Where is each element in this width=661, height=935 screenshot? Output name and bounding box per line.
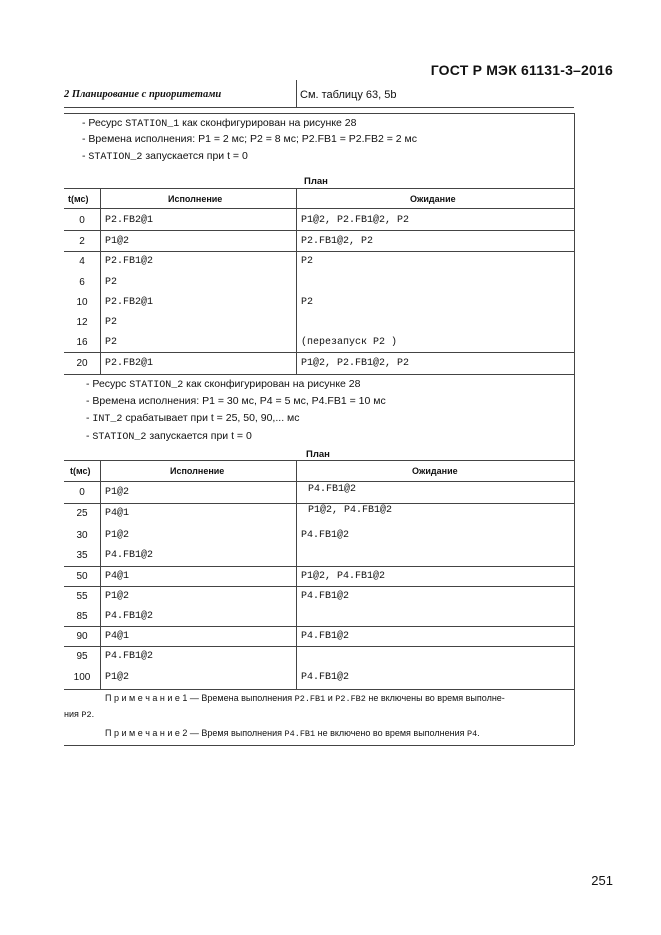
table1-rule-top	[64, 188, 574, 189]
row-time: 55	[76, 591, 88, 602]
table2-row-rule	[64, 646, 574, 647]
bullet-1-1: - Ресурс STATION_1 как сконфигурирован на рисунке 28	[82, 117, 357, 130]
table1-plan-label: План	[304, 176, 328, 187]
row-time: 6	[79, 277, 85, 288]
document-header: ГОСТ Р МЭК 61131-3–2016	[430, 62, 613, 78]
page-number: 251	[591, 873, 613, 888]
row-time: 16	[76, 337, 88, 348]
row-exec: P2.FB2@1	[105, 297, 154, 308]
table2-header-exec: Исполнение	[170, 466, 225, 476]
row-time: 12	[76, 317, 88, 328]
row-exec: P1@2	[105, 530, 130, 541]
row-exec: P1@2	[105, 236, 130, 247]
row-wait: P4.FB1@2	[308, 484, 357, 495]
row-wait: P2.FB1@2, P2	[301, 236, 374, 247]
row-time: 50	[76, 571, 88, 582]
rule-top	[64, 107, 574, 108]
note-1: П р и м е ч а н и е 1 — Времена выполнения P2.FB1 и P2.FB2 не включены во время выполне-	[105, 693, 505, 704]
table1-rule-bottom	[64, 374, 574, 375]
table1-header-t: t(мс)	[68, 194, 89, 204]
row-exec: P1@2	[105, 487, 130, 498]
row-wait: P4.FB1@2	[301, 672, 350, 683]
table1-row-rule	[64, 251, 574, 252]
table2-row-rule	[64, 566, 574, 567]
section-title: 2 Планирование с приоритетами	[64, 89, 222, 100]
row-time: 85	[76, 611, 88, 622]
bullet-2-3: - INT_2 срабатывает при t = 25, 50, 90,... мс	[86, 412, 300, 425]
row-time: 95	[76, 651, 88, 662]
row-wait: P1@2, P4.FB1@2	[301, 571, 386, 582]
table2-rule-top	[64, 460, 574, 461]
table2-row-rule	[64, 503, 574, 504]
row-time: 35	[76, 550, 88, 561]
row-wait: P1@2, P2.FB1@2, P2	[301, 358, 410, 369]
row-time: 20	[76, 358, 88, 369]
row-exec: P2	[105, 317, 118, 328]
row-wait: P4.FB1@2	[301, 591, 350, 602]
row-wait: P4.FB1@2	[301, 530, 350, 541]
bullet-1-2: - Времена исполнения: P1 = 2 мс; P2 = 8 мс; P2.FB1 = P2.FB2 = 2 мс	[82, 133, 418, 145]
row-time: 10	[76, 297, 88, 308]
bullet-2-4: - STATION_2 запускается при t = 0	[86, 430, 252, 443]
table1-row-rule	[64, 352, 574, 353]
bullet-2-2: - Времена исполнения: P1 = 30 мс, P4 = 5 мс, P4.FB1 = 10 мс	[86, 395, 386, 407]
row-time: 90	[76, 631, 88, 642]
table2-rule-bottom	[64, 689, 574, 690]
divider-vertical	[296, 80, 297, 108]
row-exec: P4.FB1@2	[105, 550, 154, 561]
note-2: П р и м е ч а н и е 2 — Время выполнения P4.FB1 не включено во время выполнения P4.	[105, 728, 480, 739]
row-wait: P2	[301, 297, 314, 308]
row-exec: P2.FB2@1	[105, 215, 154, 226]
table2-header-t: t(мс)	[70, 466, 91, 476]
row-exec: P2.FB1@2	[105, 256, 154, 267]
table2-rule-head	[64, 481, 574, 482]
bullet-2-1: - Ресурс STATION_2 как сконфигурирован на рисунке 28	[86, 378, 361, 391]
bullet-1-3: - STATION_2 запускается при t = 0	[82, 150, 248, 163]
table1-header-wait: Ожидание	[410, 194, 456, 204]
table2-header-wait: Ожидание	[412, 466, 458, 476]
row-wait: P1@2, P2.FB1@2, P2	[301, 215, 410, 226]
table1-header-exec: Исполнение	[168, 194, 223, 204]
row-exec: P4.FB1@2	[105, 651, 154, 662]
rule-under	[64, 113, 574, 114]
frame-right	[574, 113, 575, 745]
row-exec: P4.FB1@2	[105, 611, 154, 622]
row-exec: P4@1	[105, 571, 130, 582]
row-exec: P2.FB2@1	[105, 358, 154, 369]
table2-row-rule	[64, 626, 574, 627]
table1-rule-head	[64, 208, 574, 209]
row-exec: P4@1	[105, 631, 130, 642]
row-wait: P1@2, P4.FB1@2	[308, 505, 393, 516]
row-exec: P2	[105, 337, 118, 348]
row-exec: P1@2	[105, 591, 130, 602]
section-reference: См. таблицу 63, 5b	[300, 89, 397, 101]
row-time: 25	[76, 508, 88, 519]
table1-col1	[100, 188, 101, 374]
row-exec: P2	[105, 277, 118, 288]
row-exec: P1@2	[105, 672, 130, 683]
row-time: 100	[73, 672, 91, 683]
row-time: 4	[79, 256, 85, 267]
table2-plan-label: План	[306, 449, 330, 460]
row-time: 0	[79, 487, 85, 498]
row-time: 2	[79, 236, 85, 247]
row-wait: (перезапуск P2 )	[301, 337, 398, 348]
row-wait: P4.FB1@2	[301, 631, 350, 642]
rule-bottom	[64, 745, 574, 746]
row-time: 30	[76, 530, 88, 541]
row-time: 0	[79, 215, 85, 226]
table1-row-rule	[64, 230, 574, 231]
table2-row-rule	[64, 586, 574, 587]
table2-col2	[296, 460, 297, 689]
note-1-continuation: ния P2.	[64, 709, 95, 720]
table1-col2	[296, 188, 297, 374]
row-exec: P4@1	[105, 508, 130, 519]
table2-col1	[100, 460, 101, 689]
row-wait: P2	[301, 256, 314, 267]
